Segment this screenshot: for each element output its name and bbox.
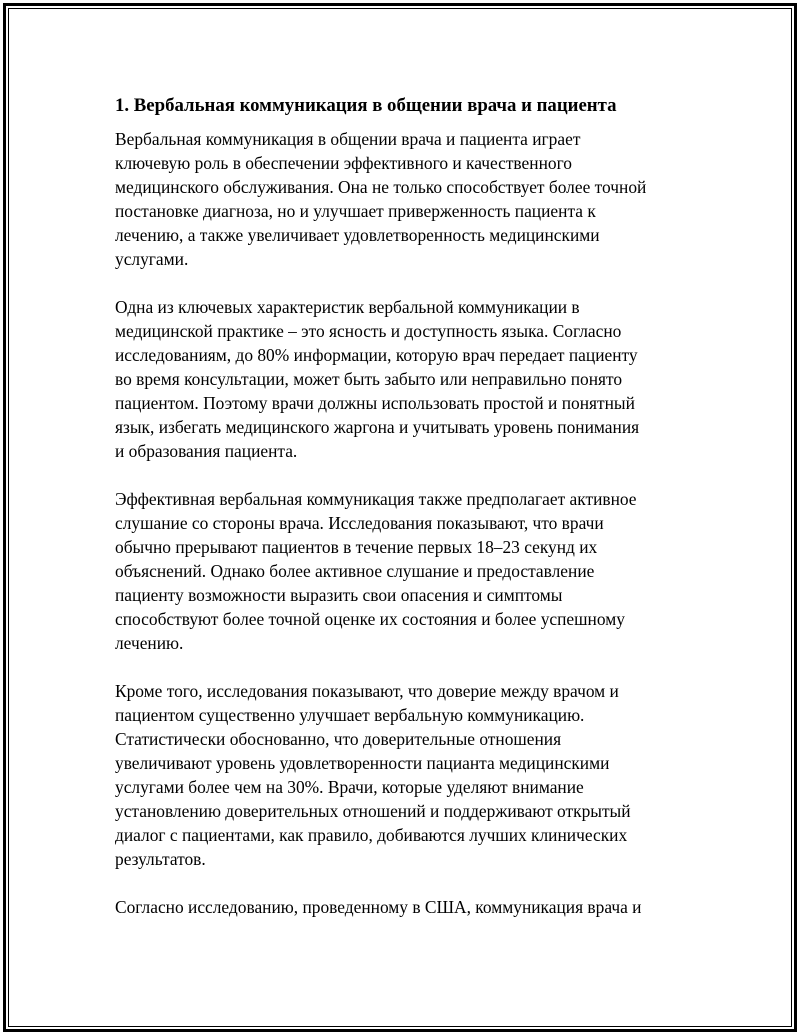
- text-line: пациенту возможности выразить свои опасения и симптомы: [115, 585, 563, 605]
- text-line: лечению.: [115, 633, 184, 653]
- text-line: способствуют более точной оценке их состояния и более успешному: [115, 609, 625, 629]
- text-line: услугами.: [115, 249, 189, 269]
- text-line: ключевую роль в обеспечении эффективного и качественного: [115, 153, 572, 173]
- text-line: постановке диагноза, но и улучшает приверженность пациента к: [115, 201, 596, 221]
- text-line: лечению, а также увеличивает удовлетворенность медицинскими: [115, 225, 600, 245]
- text-line: Вербальная коммуникация в общении врача и пациента играет: [115, 129, 581, 149]
- text-line: медицинской практике – это ясность и доступность языка. Согласно: [115, 321, 622, 341]
- section-heading: 1. Вербальная коммуникация в общении врача и пациента: [115, 95, 617, 116]
- text-line: пациентом. Поэтому врачи должны использовать простой и понятный: [115, 393, 635, 413]
- text-line: медицинского обслуживания. Она не только способствует более точной: [115, 177, 647, 197]
- text-line: исследованиям, до 80% информации, которую врач передает пациенту: [115, 345, 638, 365]
- paragraph-5: [115, 895, 687, 919]
- text-line: Статистически обоснованно, что доверительные отношения: [115, 729, 562, 749]
- text-line: установлению доверительных отношений и поддерживают открытый: [115, 801, 631, 821]
- text-line: результатов.: [115, 849, 206, 869]
- document-content: [115, 94, 687, 943]
- text-line: Одна из ключевых характеристик вербальной коммуникации в: [115, 297, 580, 317]
- text-line: язык, избегать медицинского жаргона и учитывать уровень понимания: [115, 417, 640, 437]
- text-line: во время консультации, может быть забыто или неправильно понято: [115, 369, 623, 389]
- text-line: и образования пациента.: [115, 441, 298, 461]
- text-line: объяснений. Однако более активное слушание и предоставление: [115, 561, 595, 581]
- text-line: пациентом существенно улучшает вербальную коммуникацию.: [115, 705, 585, 725]
- paragraph-4: [115, 679, 687, 871]
- text-line: Эффективная вербальная коммуникация также предполагает активное: [115, 489, 637, 509]
- text-line: услугами более чем на 30%. Врачи, которые уделяют внимание: [115, 777, 584, 797]
- text-line: Согласно исследованию, проведенному в США, коммуникация врача и: [115, 897, 642, 917]
- text-line: диалог с пациентами, как правило, добиваются лучших клинических: [115, 825, 628, 845]
- text-line: увеличивают уровень удовлетворенности пацианта медицинскими: [115, 753, 610, 773]
- paragraph-2: [115, 295, 687, 463]
- text-line: слушание со стороны врача. Исследования показывают, что врачи: [115, 513, 604, 533]
- paragraph-3: [115, 487, 687, 655]
- paragraph-1: [115, 127, 687, 271]
- text-line: Кроме того, исследования показывают, что доверие между врачом и: [115, 681, 619, 701]
- text-line: обычно прерывают пациентов в течение первых 18–23 секунд их: [115, 537, 598, 557]
